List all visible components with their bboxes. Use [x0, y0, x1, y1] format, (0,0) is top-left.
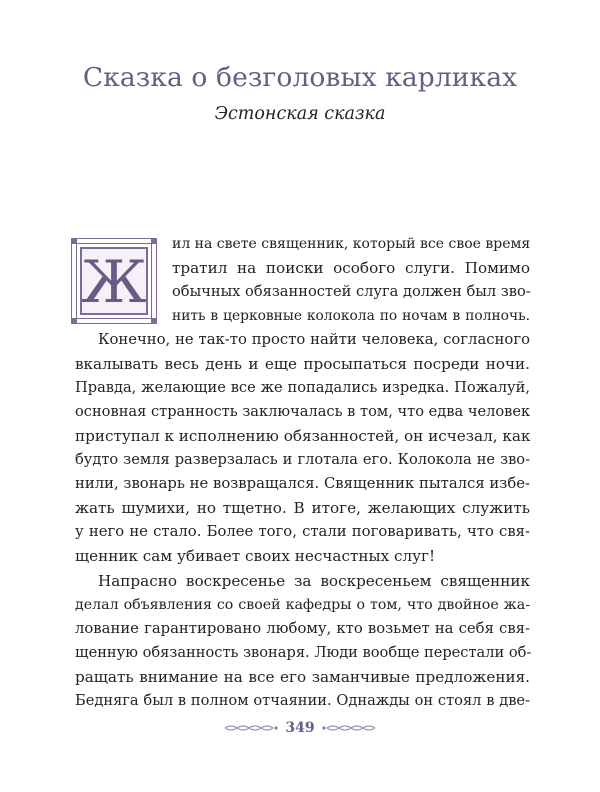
- text-line: ращать внимание на все его заманчивые предложения.: [75, 668, 530, 686]
- text-line: нили, звонарь не возвращался. Священник пытался избе-: [75, 475, 530, 492]
- page-title: Сказка о безголовых карликах: [82, 62, 518, 93]
- text-line: обычных обязанностей слуга должен был зво-: [172, 283, 531, 300]
- text-line: нить в церковные колокола по ночам в полночь.: [172, 308, 530, 324]
- drop-cap-frame: [71, 238, 157, 324]
- right-ornament-icon: [321, 723, 377, 733]
- text-line: Правда, желающие все же попадались изредка. Пожалуй,: [75, 379, 530, 396]
- text-line: лование гарантировано любому, кто возьмет на себя свя-: [75, 620, 530, 637]
- text-line: приступал к исполнению обязанностей, он исчезал, как: [75, 427, 531, 445]
- text-line: Конечно, не так-то просто найти человека, согласного: [98, 331, 530, 348]
- text-line: щенную обязанность звонаря. Люди вообще перестали об-: [75, 644, 532, 661]
- text-line: ил на свете священник, который все свое время: [172, 236, 531, 252]
- text-line: у него не стало. Более того, стали поговаривать, что свя-: [75, 523, 530, 540]
- page-subtitle: Эстонская сказка: [214, 104, 386, 124]
- text-line: делал объявления со своей кафедры о том, что двойное жа-: [75, 597, 530, 613]
- page-number: 349: [285, 720, 315, 736]
- text-line: основная странность заключалась в том, что едва человек: [75, 403, 531, 420]
- text-line: Бедняга был в полном отчаянии. Однажды он стоял в две-: [75, 692, 530, 709]
- text-line: Напрасно воскресенье за воскресеньем священник: [98, 572, 530, 590]
- page-footer: [0, 716, 600, 740]
- drop-cap-letter: Ж: [81, 248, 147, 316]
- text-line: будто земля разверзалась и глотала его. Колокола не зво-: [75, 451, 530, 468]
- text-line: вкалывать весь день и еще просыпаться посреди ночи.: [75, 355, 530, 373]
- text-line: щенник сам убивает своих несчастных слуг!: [75, 547, 436, 565]
- text-line: тратил на поиски особого слуги. Помимо: [172, 259, 530, 277]
- left-ornament-icon: [223, 723, 279, 733]
- text-line: жать шумихи, но тщетно. В итоге, желающих служить: [75, 499, 530, 517]
